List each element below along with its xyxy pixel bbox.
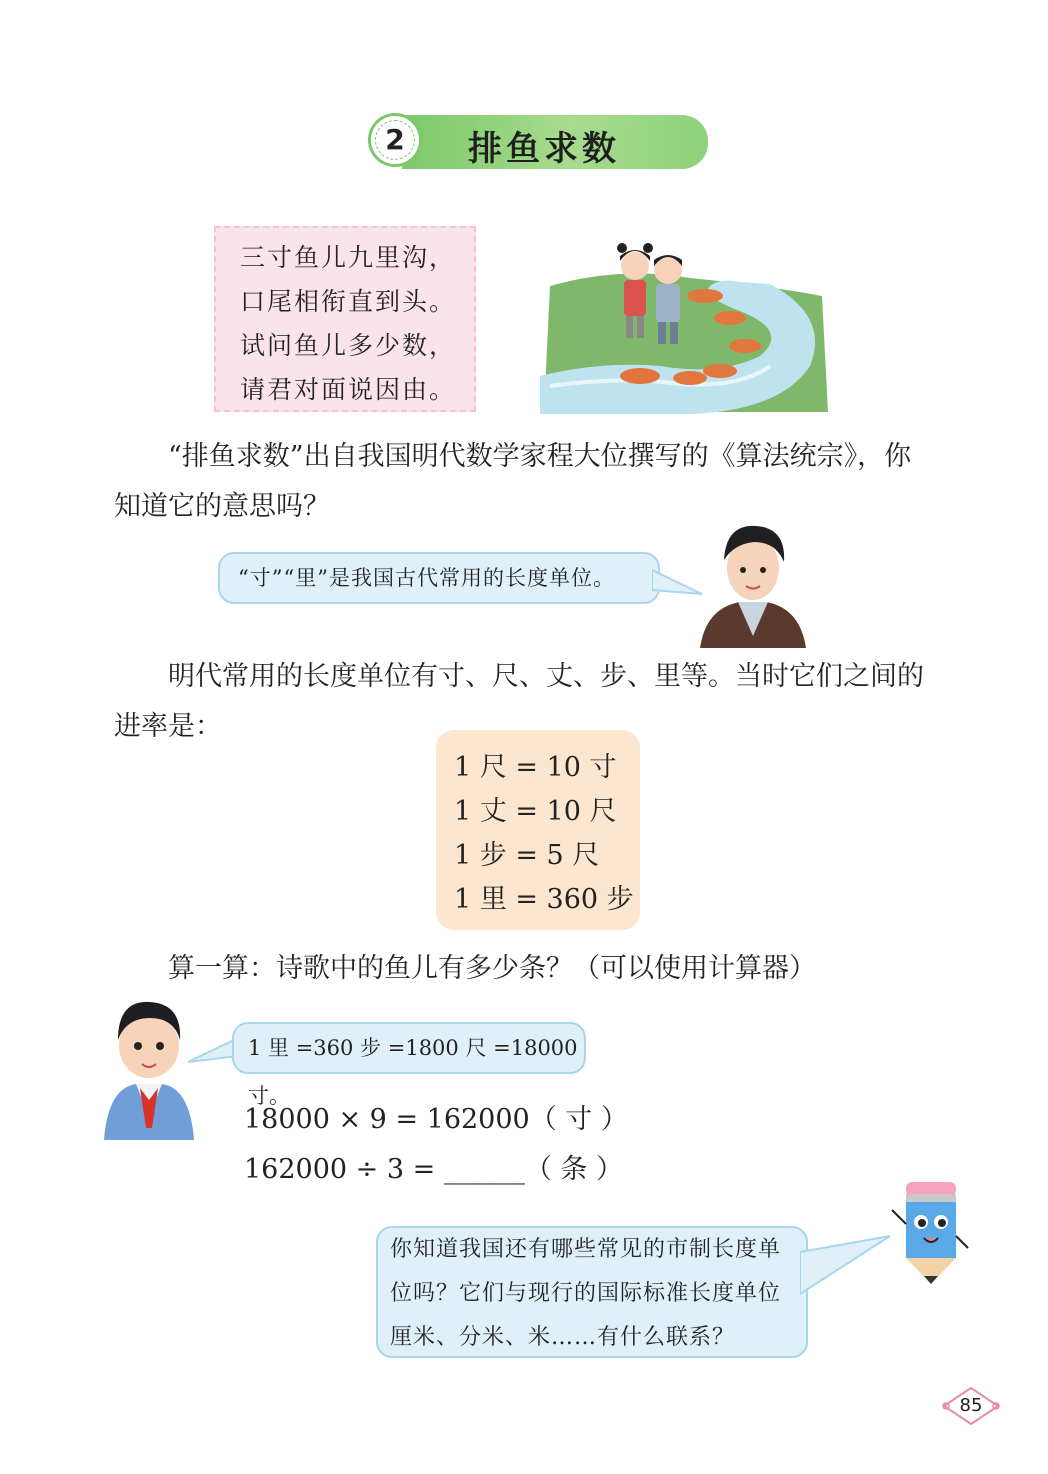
student-avatar [104,996,194,1140]
intro-line: 知道它的意思吗？ [114,491,330,522]
poem-line: 请君对面说因由。 [240,375,457,404]
intro-line: “排鱼求数”出自我国明代数学家程大位撰写的《算法统宗》，你 [168,441,912,472]
unit-conversion-card [436,730,640,930]
conversion-line: 1 丈 = 10 尺 [454,796,617,827]
pencil-speech-bubble [376,1226,808,1358]
task-prompt: 算一算：诗歌中的鱼儿有多少条？（可以使用计算器） [168,953,816,984]
lesson-title: 排鱼求数 [468,129,620,169]
equation-line [244,1146,623,1194]
student-speech-bubble: 1 里 =360 步 =1800 尺 =18000 寸。 [232,1022,586,1074]
teacher-speech-bubble: “寸”“里”是我国古代常用的长度单位。 [218,552,660,604]
intro-paragraph [114,432,974,532]
conversion-line: 1 里 = 360 步 [454,884,634,915]
lesson-title-banner [368,113,710,171]
question-line: 厘米、分米、米……有什么联系？ [390,1325,736,1350]
question-line: 位吗？它们与现行的国际标准长度单位 [390,1281,782,1306]
conversion-line: 1 尺 = 10 寸 [454,752,617,783]
bubble-tail [652,566,704,596]
bubble-tail [800,1232,892,1302]
poem-card [214,226,476,412]
poem-line: 试问鱼儿多少数， [240,331,457,360]
poem-line: 三寸鱼儿九里沟， [240,243,457,272]
question-line: 你知道我国还有哪些常见的市制长度单 [390,1237,782,1262]
rates-line: 进率是： [114,711,222,742]
conversion-line: 1 步 = 5 尺 [454,840,600,871]
pencil-mascot-icon [884,1176,974,1288]
teacher-avatar [700,516,806,648]
equation-left: 162000 ÷ 3 = [244,1154,444,1185]
equation-line: 18000 × 9 = 162000（ 寸 ） [244,1104,628,1135]
rates-line: 明代常用的长度单位有寸、尺、丈、步、里等。当时它们之间的 [168,661,924,692]
poem-line: 口尾相衔直到头。 [240,287,457,316]
lesson-number-badge: 2 [368,113,422,167]
equation-unit: （ 条 ） [524,1154,623,1185]
children-river-fish-illustration [540,226,830,414]
page-number: 85 [959,1395,983,1416]
answer-blank: ______ [443,1154,525,1185]
bubble-tail [188,1034,238,1064]
